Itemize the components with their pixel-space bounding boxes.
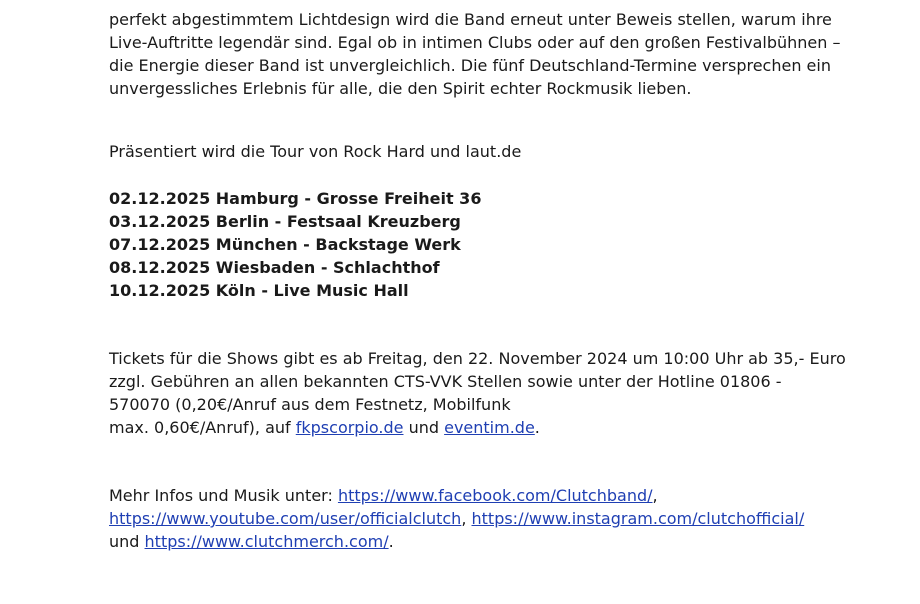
more-info-line <box>109 484 812 507</box>
facebook-link[interactable]: https://www.facebook.com/Clutchband/ <box>337 486 653 505</box>
more-info-text: , <box>652 486 658 505</box>
tour-date-item: 02.12.2025 Hamburg - Grosse Freiheit 36 <box>109 189 482 208</box>
more-info-text: , <box>461 509 472 528</box>
merch-link[interactable]: https://www.clutchmerch.com/ <box>144 532 389 551</box>
eventim-link[interactable]: eventim.de <box>444 418 535 437</box>
tickets-line: 570070 (0,20€/Anruf aus dem Festnetz, Mobilfunk <box>109 395 511 414</box>
more-info-text: und <box>109 532 145 551</box>
intro-line: die Energie dieser Band ist unvergleichlich. Die fünf Deutschland-Termine versprechen ein <box>109 56 831 75</box>
tour-date-item: 03.12.2025 Berlin - Festsaal Kreuzberg <box>109 212 461 231</box>
intro-line: perfekt abgestimmtem Lichtdesign wird die Band erneut unter Beweis stellen, warum ihre <box>109 10 832 29</box>
tickets-text: . <box>534 418 540 437</box>
intro-line: Live-Auftritte legendär sind. Egal ob in intimen Clubs oder auf den großen Festivalbühnen – <box>109 33 841 52</box>
tour-date-item: 07.12.2025 München - Backstage Werk <box>109 235 461 254</box>
tickets-line <box>109 416 812 439</box>
presented-by-text: Präsentiert wird die Tour von Rock Hard und laut.de <box>109 142 522 161</box>
more-info-text: . <box>388 532 394 551</box>
more-info-line <box>109 507 812 530</box>
tickets-paragraph <box>109 347 846 439</box>
instagram-link[interactable]: https://www.instagram.com/clutchofficial/ <box>471 509 805 528</box>
intro-line: unvergessliches Erlebnis für alle, die den Spirit echter Rockmusik lieben. <box>109 79 692 98</box>
intro-paragraph <box>109 8 841 100</box>
tour-date-item: 08.12.2025 Wiesbaden - Schlachthof <box>109 258 440 277</box>
more-info-text: Mehr Infos und Musik unter: <box>109 486 338 505</box>
tickets-line: zzgl. Gebühren an allen bekannten CTS-VVK Stellen sowie unter der Hotline 01806 - <box>109 372 782 391</box>
tour-date-item: 10.12.2025 Köln - Live Music Hall <box>109 281 409 300</box>
tickets-text: max. 0,60€/Anruf), auf <box>109 418 296 437</box>
tickets-line: Tickets für die Shows gibt es ab Freitag, den 22. November 2024 um 10:00 Uhr ab 35,- Euro <box>109 349 846 368</box>
tour-dates-list <box>109 187 812 302</box>
fkpscorpio-link[interactable]: fkpscorpio.de <box>295 418 404 437</box>
tickets-text: und <box>403 418 445 437</box>
more-info-line <box>109 530 812 553</box>
youtube-link[interactable]: https://www.youtube.com/user/officialclutch <box>109 509 462 528</box>
more-info-paragraph <box>109 484 812 553</box>
